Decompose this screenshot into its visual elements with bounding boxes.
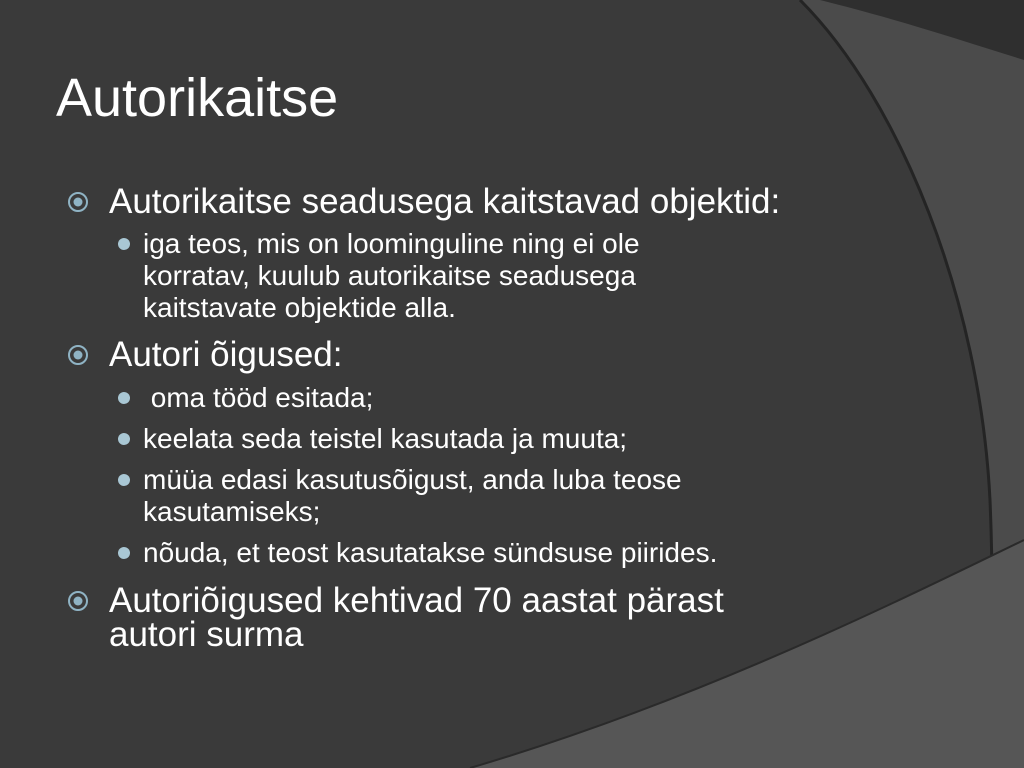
bullet-level2 <box>143 464 843 528</box>
dot-bullet-icon <box>118 433 130 445</box>
bullet-text: Autori õigused: <box>109 335 343 374</box>
ring-bullet-icon <box>67 344 89 366</box>
bullet-level2 <box>143 423 843 455</box>
bullet-line: müüa edasi kasutusõigust, anda luba teose <box>143 464 682 495</box>
bullet-line: kaitstavate objektide alla. <box>143 292 456 323</box>
bullet-line: Autoriõigused kehtivad 70 aastat pärast <box>109 581 724 620</box>
dot-bullet-icon <box>118 474 130 486</box>
bullet-line: autori surma <box>109 615 304 654</box>
dot-bullet-icon <box>118 392 130 404</box>
bullet-line: nõuda, et teost kasutatakse sündsuse piirides. <box>143 537 718 568</box>
slide-title: Autorikaitse <box>56 68 339 128</box>
bullet-level2 <box>143 382 843 414</box>
bullet-level2 <box>143 228 843 324</box>
bullet-line: keelata seda teistel kasutada ja muuta; <box>143 423 628 454</box>
bullet-level1 <box>109 182 909 221</box>
dot-bullet-icon <box>118 238 130 250</box>
dot-bullet-icon <box>118 547 130 559</box>
bullet-level2 <box>143 537 843 569</box>
bullet-level1 <box>109 581 909 654</box>
bullet-line: kasutamiseks; <box>143 496 321 527</box>
bullet-line: oma tööd esitada; <box>143 382 374 413</box>
bullet-line: korratav, kuulub autorikaitse seadusega <box>143 260 636 291</box>
ring-bullet-icon <box>67 590 89 612</box>
ring-bullet-icon <box>67 191 89 213</box>
bullet-text: Autorikaitse seadusega kaitstavad objektid: <box>109 182 781 221</box>
bullet-level1 <box>109 335 909 374</box>
bullet-line: iga teos, mis on loominguline ning ei ole <box>143 228 640 259</box>
